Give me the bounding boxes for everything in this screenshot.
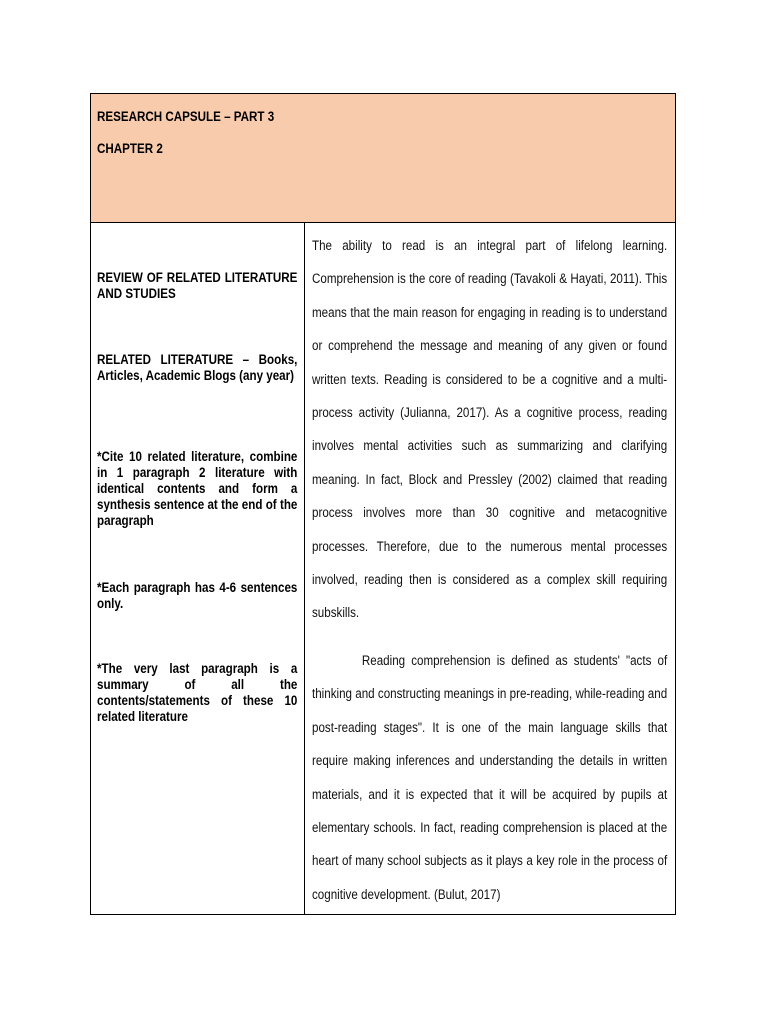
body-paragraph-2: Reading comprehension is defined as students' "acts of thinking and constructing meanings in pre-reading, while-reading and post-reading stages". It is one of the main language skills that require making inferences and understanding the details in written materials, and it is expected that it will be acquired by pupils at elementary schools. In fact, reading comprehension is placed at the heart of many school subjects as it plays a key role in the process of cognitive development. (Bulut, 2017) <box>312 653 668 902</box>
body-paragraph-1: The ability to read is an integral part of lifelong learning. Comprehension is the core of reading (Tavakoli & Hayati, 2011). This means that the main reason for engaging in reading is to understand or comprehend the message and meaning of any given or found written texts. Reading is considered to be a cognitive and a multi-process activity (Julianna, 2017). As a cognitive process, reading involves mental activities such as summarizing and clarifying meaning. In fact, Block and Pressley (2002) claimed that reading process involves more than 30 cognitive and metacognitive processes. Therefore, due to the numerous mental processes involved, reading then is considered as a complex skill requiring subskills. <box>312 238 668 621</box>
chapter-label: CHAPTER 2 <box>97 141 163 156</box>
header-cell <box>91 94 675 223</box>
instructions-cell <box>91 223 305 914</box>
related-literature-heading: RELATED LITERATURE – Books, Articles, Academic Blogs (any year) <box>97 352 298 383</box>
capsule-title: RESEARCH CAPSULE – PART 3 <box>97 109 275 124</box>
content-cell <box>305 223 675 914</box>
cite-instruction: *Cite 10 related literature, combine in 1 paragraph 2 literature with identical contents and form a synthesis sentence at the end of the paragraph <box>97 449 298 528</box>
review-heading: REVIEW OF RELATED LITERATURE AND STUDIES <box>97 270 298 301</box>
paragraph-length-instruction: *Each paragraph has 4-6 sentences only. <box>97 580 298 611</box>
research-capsule-table <box>90 93 676 915</box>
summary-instruction: *The very last paragraph is a summary of all the contents/statements of these 10 related literature <box>97 661 298 724</box>
